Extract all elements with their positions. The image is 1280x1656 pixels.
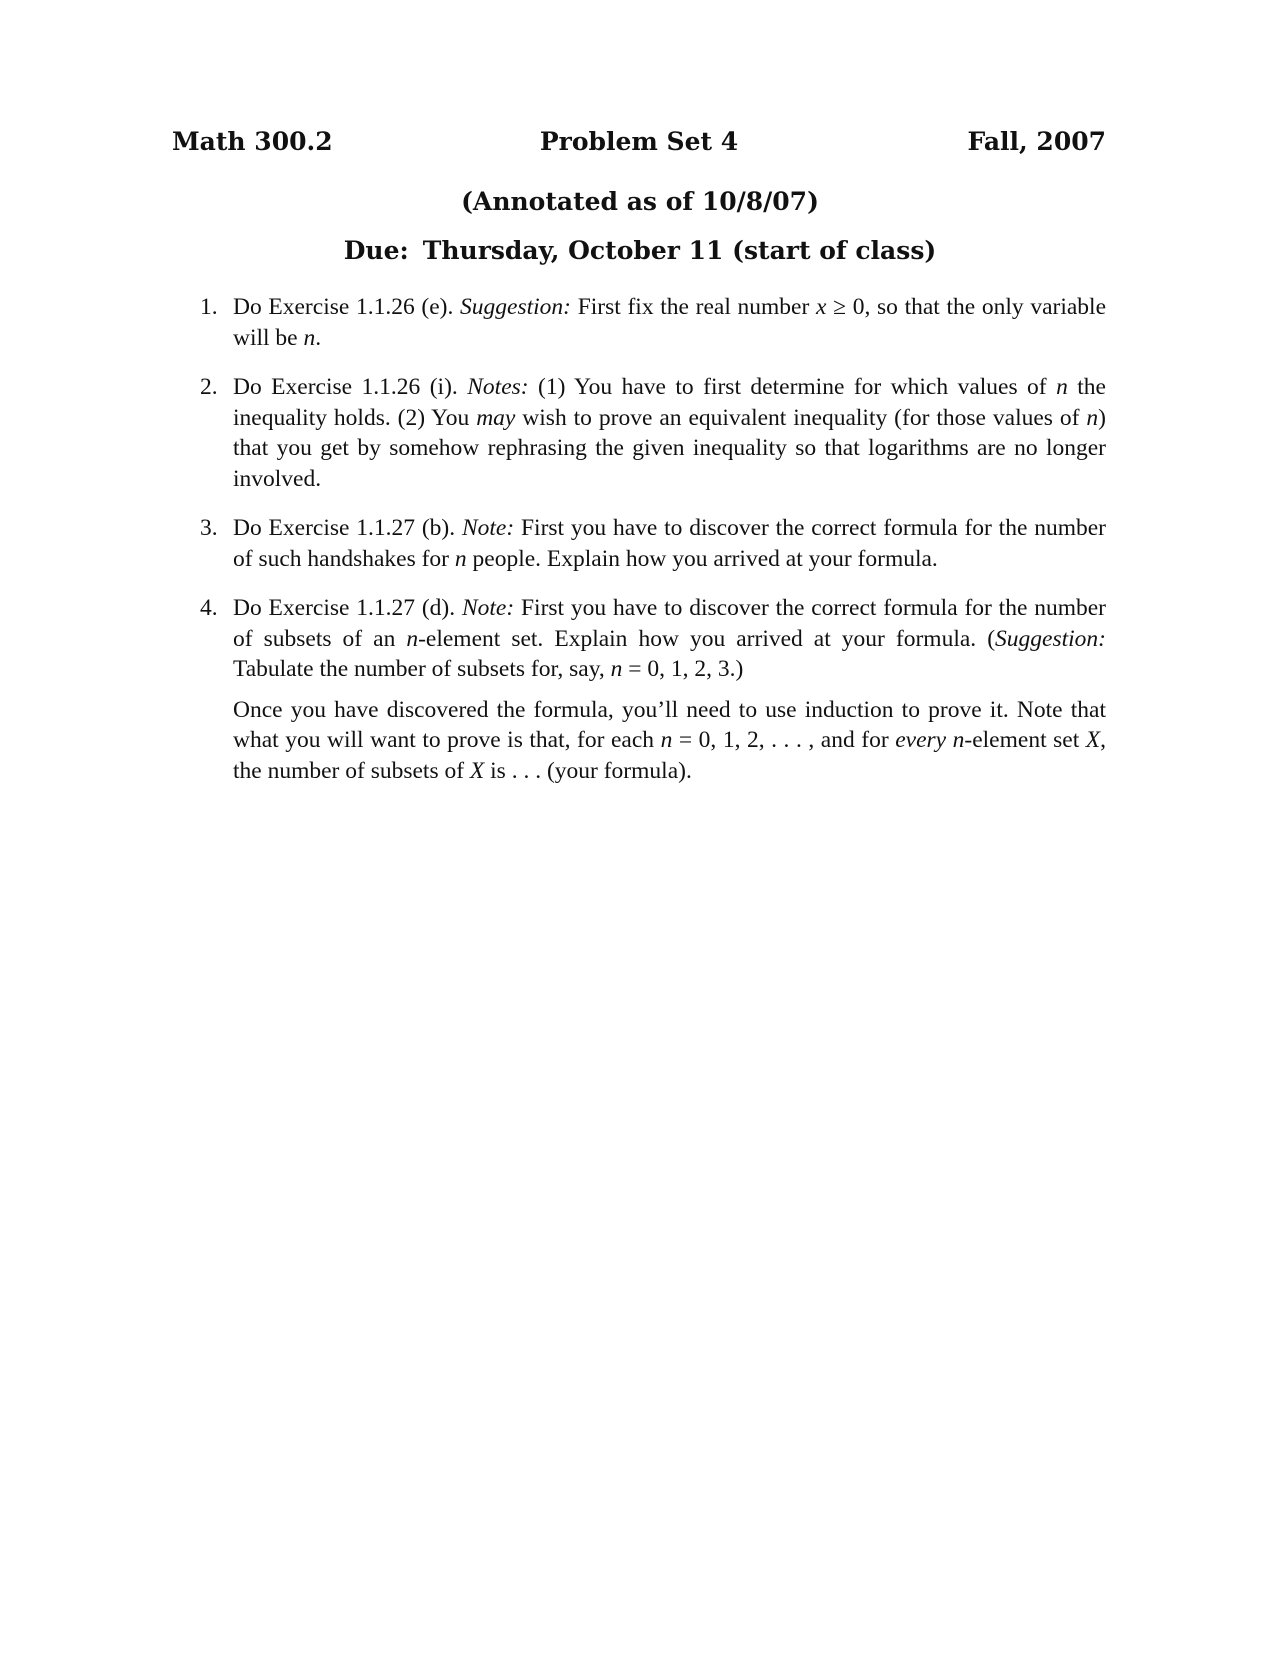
- problem-paragraph: [233, 593, 1106, 685]
- annotation-note: (Annotated as of 10/8/07): [461, 187, 819, 216]
- text-run: Do Exercise 1.1.27 (b).: [233, 515, 462, 541]
- text-run: ) that you get by somehow rephrasing the given inequality so that logarithms are no longer involved.: [233, 404, 1106, 492]
- text-run: Do Exercise 1.1.26 (e).: [233, 294, 461, 320]
- italic-text: n: [406, 625, 419, 652]
- italic-text: x: [816, 294, 827, 320]
- italic-text: X: [1085, 727, 1101, 753]
- italic-text: n: [660, 727, 673, 753]
- text-run: Tabulate the number of subsets for, say,: [233, 656, 611, 682]
- italic-text: X: [469, 757, 485, 784]
- due-date: Thursday, October 11 (start of class): [422, 236, 937, 265]
- problem-paragraph: [233, 695, 1106, 787]
- problem-number: 3.: [200, 515, 218, 541]
- problem-number: 4.: [200, 595, 218, 621]
- problem-item: [200, 292, 1106, 353]
- problem-paragraph: [233, 513, 1106, 574]
- due-label: Due:: [343, 236, 409, 265]
- problem-list: [200, 292, 1106, 805]
- italic-text: n: [1056, 374, 1068, 400]
- problem-item: [200, 372, 1106, 494]
- header-row: [172, 122, 1106, 162]
- course-name: Math 300.2: [172, 127, 333, 156]
- text-run: is . . . (your formula).: [484, 757, 692, 784]
- problem-paragraph: [233, 292, 1106, 353]
- problem-number: 2.: [200, 374, 218, 400]
- text-run: wish to prove an equivalent inequality (for those values of: [515, 404, 1087, 431]
- text-run: Do Exercise 1.1.26 (i).: [233, 374, 468, 400]
- italic-text: n: [610, 656, 623, 682]
- italic-text: n: [952, 727, 965, 753]
- text-run: = 0, 1, 2, . . . , and for: [672, 727, 896, 753]
- italic-text: n: [1086, 404, 1099, 431]
- text-run: (1) You have to first determine for which values of: [528, 374, 1057, 400]
- italic-text: Notes:: [467, 374, 529, 400]
- text-run: Do Exercise 1.1.27 (d).: [233, 595, 462, 621]
- document-title: Problem Set 4: [539, 127, 739, 156]
- italic-text: Suggestion:: [460, 294, 572, 320]
- text-run: the inequality holds. (2) You: [233, 374, 1106, 431]
- text-run: First fix the real number: [571, 294, 816, 320]
- text-run: First you have to discover the correct formula for the number of subsets of an: [233, 595, 1106, 652]
- text-run: = 0, 1, 2, 3.): [622, 656, 744, 682]
- text-run: ≥ 0, so that the only variable will be: [233, 294, 1106, 351]
- text-run: -element set: [964, 727, 1086, 753]
- italic-text: n: [303, 324, 316, 351]
- problem-paragraph: [233, 372, 1106, 494]
- italic-text: Suggestion:: [995, 625, 1106, 652]
- italic-text: may: [476, 404, 516, 431]
- text-run: , the number of subsets of: [233, 727, 1107, 784]
- text-run: First you have to discover the correct formula for the number of such handshakes for: [233, 515, 1106, 572]
- text-run: people. Explain how you arrived at your formula.: [466, 545, 938, 572]
- italic-text: Note:: [461, 515, 515, 541]
- problem-item: [200, 513, 1106, 574]
- text-run: -element set. Explain how you arrived at your formula. (: [418, 625, 996, 652]
- text-run: Once you have discovered the formula, you’ll need to use induction to prove it. Note that what you will want to prove is that, for each: [233, 696, 1106, 753]
- due-line: [0, 231, 1280, 271]
- term: Fall, 2007: [967, 127, 1106, 156]
- italic-text: n: [454, 545, 467, 572]
- italic-text: Note:: [461, 595, 515, 621]
- problem-number: 1.: [200, 294, 218, 320]
- text-run: .: [315, 324, 322, 351]
- problem-item: [200, 593, 1106, 786]
- italic-text: every: [895, 727, 947, 753]
